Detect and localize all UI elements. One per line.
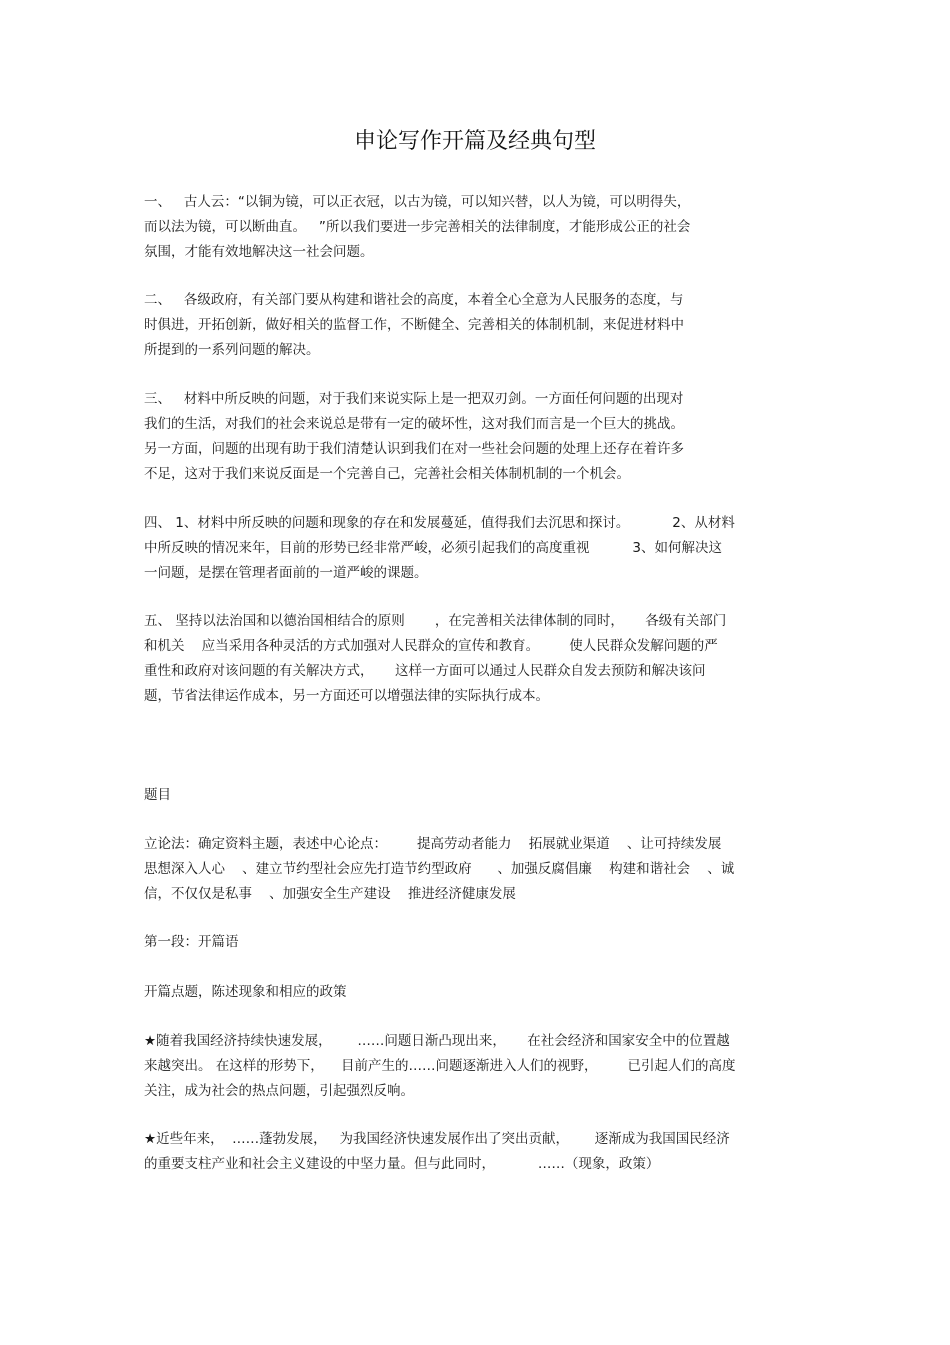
text-line: 时俱进，开拓创新，做好相关的监督工作，不断健全、完善相关的体制机制，来促进材料中: [144, 317, 684, 333]
text-line: 一、 古人云：“以铜为镜，可以正衣冠，以古为镜，可以知兴替，以人为镜，可以明得失，: [144, 194, 691, 210]
text-line: 第一段：开篇语: [144, 934, 239, 950]
text-line: 题，节省法律运作成本，另一方面还可以增强法律的实际执行成本。: [144, 688, 549, 704]
text-line: 开篇点题，陈述现象和相应的政策: [144, 984, 347, 1000]
text-line: 来越突出。 在这样的形势下， 目前产生的……问题逐渐进入人们的视野， 已引起人们的高度: [144, 1058, 736, 1074]
paragraph-3: [144, 387, 824, 487]
text-line: 关注，成为社会的热点问题，引起强烈反响。: [144, 1083, 414, 1099]
text-line: ★近些年来， ……蓬勃发展， 为我国经济快速发展作出了突出贡献， 逐渐成为我国国民经济: [144, 1131, 730, 1147]
text-line: 重性和政府对该问题的有关解决方式， 这样一方面可以通过人民群众自发去预防和解决该问: [144, 663, 706, 679]
text-line: 而以法为镜，可以断曲直。 ”所以我们要进一步完善相关的法律制度，才能形成公正的社会: [144, 219, 691, 235]
text-line: 立论法：确定资料主题，表述中心论点： 提高劳动者能力 拓展就业渠道 、让可持续发展: [144, 836, 722, 852]
text-line: 不足，这对于我们来说反面是一个完善自己，完善社会相关体制机制的一个机会。: [144, 466, 630, 482]
paragraph-5: [144, 609, 824, 709]
text-line: 四、 1、材料中所反映的问题和现象的存在和发展蔓延，值得我们去沉思和探讨。 2、从材料: [144, 515, 735, 531]
text-line: 所提到的一系列问题的解决。: [144, 342, 320, 358]
paragraph-example-2: [144, 1127, 824, 1177]
document-title: 申论写作开篇及经典句型: [353, 129, 596, 154]
text-line: 氛围，才能有效地解决这一社会问题。: [144, 244, 374, 260]
heading-opening: [144, 980, 824, 1005]
text-line: 我们的生活，对我们的社会来说总是带有一定的破坏性，这对我们而言是一个巨大的挑战。: [144, 416, 684, 432]
heading-first-paragraph: [144, 930, 824, 955]
text-line: 一问题，是摆在管理者面前的一道严峻的课题。: [144, 565, 428, 581]
text-line: 另一方面，问题的出现有助于我们清楚认识到我们在对一些社会问题的处理上还存在着许多: [144, 441, 684, 457]
paragraph-1: [144, 190, 824, 265]
paragraph-4: [144, 511, 824, 586]
text-line: ★随着我国经济持续快速发展， ……问题日渐凸现出来， 在社会经济和国家安全中的位置越: [144, 1033, 730, 1049]
paragraph-2: [144, 288, 824, 363]
text-line: 题目: [144, 787, 171, 803]
text-line: 三、 材料中所反映的问题，对于我们来说实际上是一把双刃剑。一方面任何问题的出现对: [144, 391, 684, 407]
text-line: 中所反映的情况来年，目前的形势已经非常严峻，必须引起我们的高度重视 3、如何解决这: [144, 540, 723, 556]
text-line: 信，不仅仅是私事 、加强安全生产建设 推进经济健康发展: [144, 886, 516, 902]
paragraph-example-1: [144, 1029, 824, 1104]
text-line: 二、 各级政府，有关部门要从构建和谐社会的高度，本着全心全意为人民服务的态度，与: [144, 292, 684, 308]
text-line: 思想深入人心 、建立节约型社会应先打造节约型政府 、加强反腐倡廉 构建和谐社会 、诚: [144, 861, 735, 877]
paragraph-argument-method: [144, 832, 824, 907]
text-line: 五、 坚持以法治国和以德治国相结合的原则 ，在完善相关法律体制的同时， 各级有关部门: [144, 613, 727, 629]
text-line: 和机关 应当采用各种灵活的方式加强对人民群众的宣传和教育。 使人民群众发解问题的严: [144, 638, 718, 654]
heading-topic: [144, 783, 824, 808]
text-line: 的重要支柱产业和社会主义建设的中坚力量。但与此同时， ……（现象，政策）: [144, 1156, 660, 1172]
